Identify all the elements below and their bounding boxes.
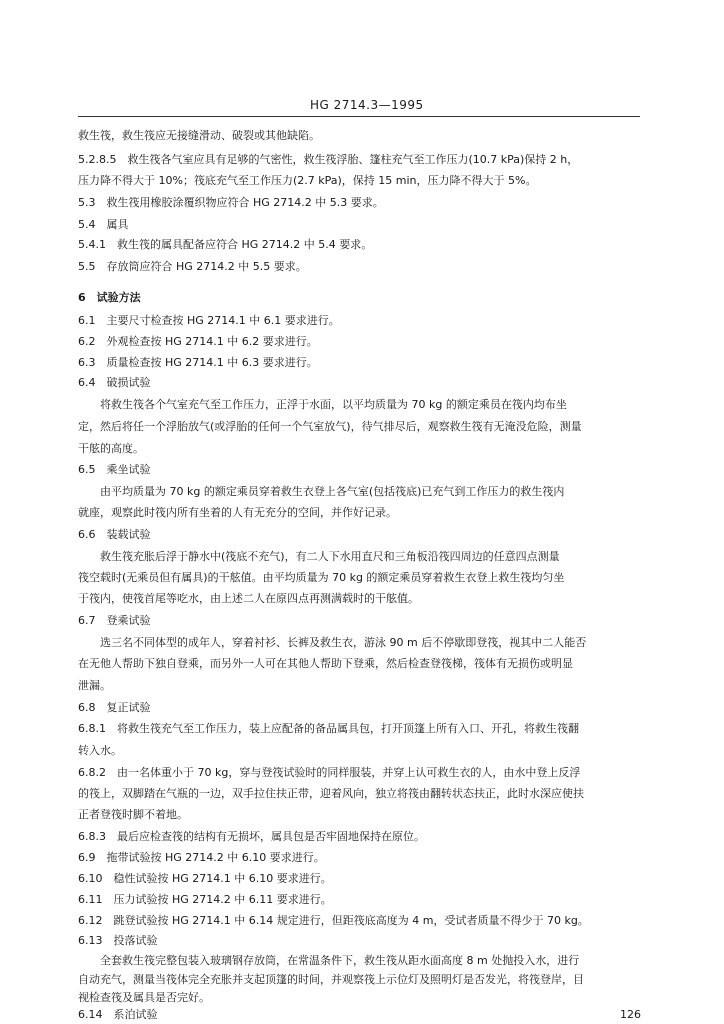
paragraph-line: 干舷的高度。 xyxy=(78,442,144,455)
paragraph-line: 选三名不同体型的成年人，穿着衬衫、长裤及救生衣，游泳 90 m 后不停歇即登筏，视其中二人能否 xyxy=(100,636,587,649)
clause-6-6: 6.6 装载试验 xyxy=(78,528,151,541)
clause-5-5: 5.5 存放筒应符合 HG 2714.2 中 5.5 要求。 xyxy=(78,260,307,273)
clause-6-12: 6.12 跳登试验按 HG 2714.1 中 6.14 规定进行，但距筏底高度为 4 m，受试者质量不得少于 70 kg。 xyxy=(78,914,589,927)
paragraph-line: 在无他人帮助下独自登乘，而另外一人可在其他人帮助下登乘，然后检查登筏梯，筏体有无损伤或明显 xyxy=(78,657,573,670)
clause-5-4: 5.4 属具 xyxy=(78,218,129,231)
header-rule xyxy=(78,116,640,117)
paragraph-line: 筏空载时(无乘员但有属具)的干舷值。由平均质量为 70 kg 的额定乘员穿着救生衣登上救生筏均匀坐 xyxy=(78,571,565,584)
paragraph-line: 正者登筏时脚不着地。 xyxy=(78,808,188,821)
paragraph-line: 将救生筏各个气室充气至工作压力，正浮于水面，以平均质量为 70 kg 的额定乘员在筏内均布坐 xyxy=(100,398,567,411)
clause-6-1: 6.1 主要尺寸检查按 HG 2714.1 中 6.1 要求进行。 xyxy=(78,314,340,327)
section-heading-6: 6 试验方法 xyxy=(78,291,141,304)
paragraph-line: 定，然后将任一个浮胎放气(或浮胎的任何一个气室放气)，待气排尽后，观察救生筏有无淹没危险，测量 xyxy=(78,420,582,433)
paragraph-line: 救生筏充胀后浮于静水中(筏底不充气)，有二人下水用直尺和三角板沿筏四周边的任意四点测量 xyxy=(100,550,560,563)
clause-6-9: 6.9 拖带试验按 HG 2714.2 中 6.10 要求进行。 xyxy=(78,851,325,864)
text-line: 压力降不得大于 10%；筏底充气至工作压力(2.7 kPa)，保持 15 min，压力降不得大于 5%。 xyxy=(78,174,537,187)
clause-6-5: 6.5 乘坐试验 xyxy=(78,463,151,476)
paragraph-line: 视检查筏及属具是否完好。 xyxy=(78,991,210,1004)
clause-6-8-1: 6.8.1 将救生筏充气至工作压力，装上应配备的备品属具包，打开顶篷上所有入口、开孔，将救生筏翻 xyxy=(78,722,579,735)
paragraph-line: 由平均质量为 70 kg 的额定乘员穿着救生衣登上各气室(包括筏底)已充气到工作压力的救生筏内 xyxy=(100,485,565,498)
clause-6-10: 6.10 稳性试验按 HG 2714.1 中 6.10 要求进行。 xyxy=(78,872,332,885)
clause-6-7: 6.7 登乘试验 xyxy=(78,614,151,627)
paragraph-line: 泄漏。 xyxy=(78,679,111,692)
clause-6-14: 6.14 系泊试验 xyxy=(78,1008,158,1021)
clause-6-13: 6.13 投落试验 xyxy=(78,934,158,947)
paragraph-line: 转入水。 xyxy=(78,744,122,757)
clause-6-4: 6.4 破损试验 xyxy=(78,376,151,389)
clause-6-8-3: 6.8.3 最后应检查筏的结构有无损坏，属具包是否牢固地保持在原位。 xyxy=(78,830,425,843)
text-line: 救生筏，救生筏应无接缝滑动、破裂或其他缺陷。 xyxy=(78,129,320,142)
clause-5-2-8-5: 5.2.8.5 救生筏各气室应具有足够的气密性，救生筏浮胎、篷柱充气至工作压力(10.7 kPa)保持 2 h， xyxy=(78,153,579,166)
paragraph-line: 自动充气，测量当筏体完全充胀并支起顶篷的时间，并观察筏上示位灯及照明灯是否发光，将筏登岸，目 xyxy=(78,973,584,986)
clause-6-8-2: 6.8.2 由一名体重小于 70 kg，穿与登筏试验时的同样服装，并穿上认可救生衣的人，由水中登上反浮 xyxy=(78,766,581,779)
page-number: 126 xyxy=(620,1008,641,1021)
clause-6-3: 6.3 质量检查按 HG 2714.1 中 6.3 要求进行。 xyxy=(78,356,318,369)
paragraph-line: 的筏上，双脚踏在气瓶的一边，双手拉住扶正带，迎着风向，独立将筏由翻转状态扶正，此时水深应使扶 xyxy=(78,787,584,800)
standard-code: HG 2714.3—1995 xyxy=(310,98,424,112)
paragraph-line: 于筏内，使筏首尾等吃水，由上述二人在原四点再测满载时的干舷值。 xyxy=(78,592,419,605)
clause-6-8: 6.8 复正试验 xyxy=(78,701,151,714)
clause-5-3: 5.3 救生筏用橡胶涂覆织物应符合 HG 2714.2 中 5.3 要求。 xyxy=(78,196,384,209)
clause-5-4-1: 5.4.1 救生筏的属具配备应符合 HG 2714.2 中 5.4 要求。 xyxy=(78,238,373,251)
paragraph-line: 全套救生筏完整包装入玻璃钢存放筒，在常温条件下，救生筏从距水面高度 8 m 处抛投入水，进行 xyxy=(100,954,580,967)
clause-6-2: 6.2 外观检查按 HG 2714.1 中 6.2 要求进行。 xyxy=(78,335,318,348)
paragraph-line: 就座，观察此时筏内所有坐着的人有无充分的空间，并作好记录。 xyxy=(78,506,397,519)
clause-6-11: 6.11 压力试验按 HG 2714.2 中 6.11 要求进行。 xyxy=(78,893,332,906)
